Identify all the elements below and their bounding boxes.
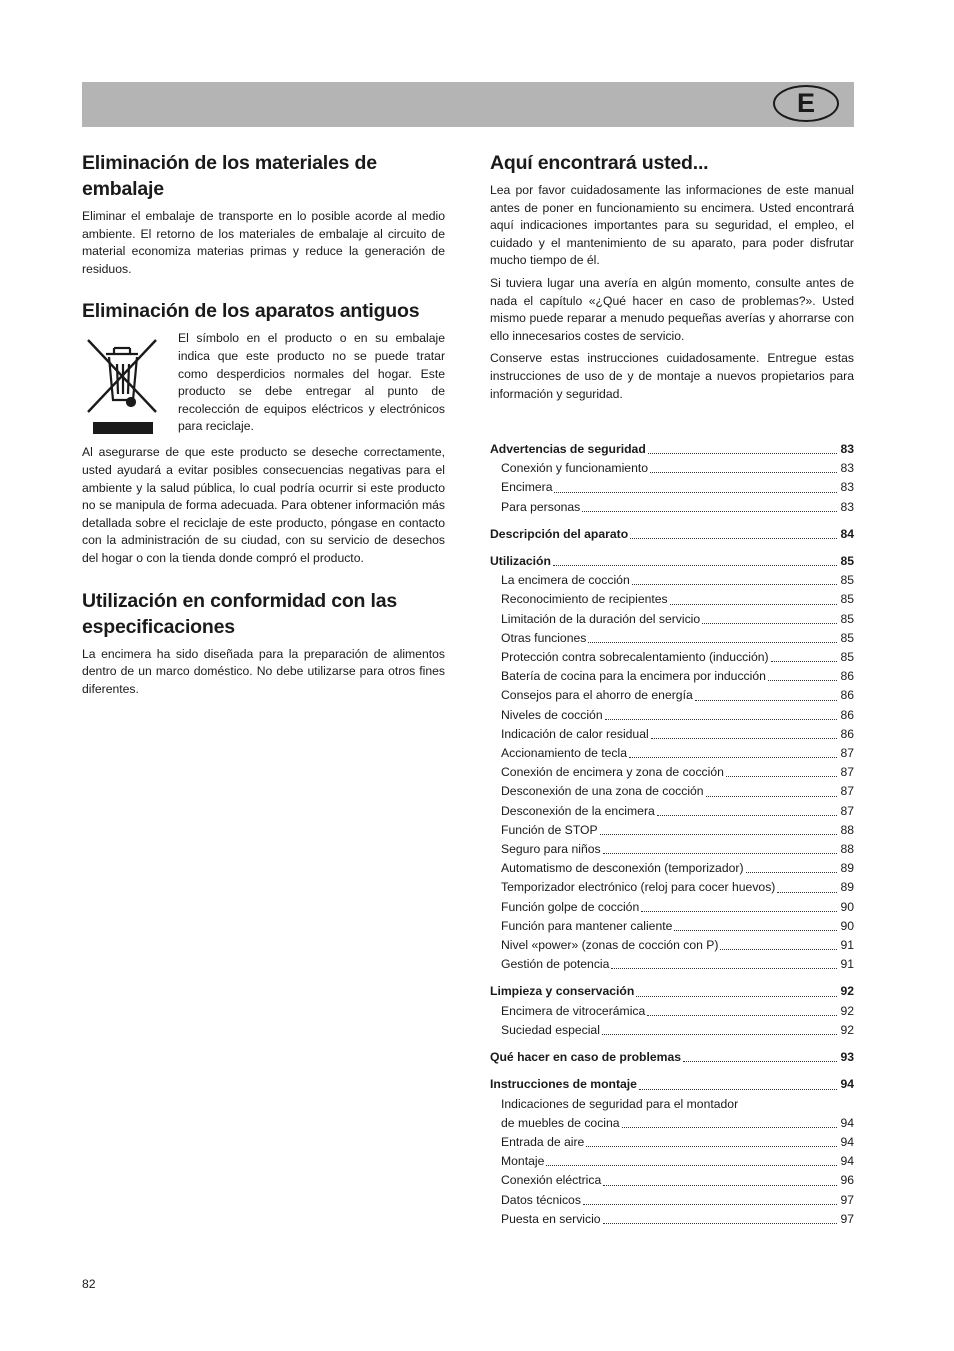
toc-item	[490, 629, 854, 648]
toc-dot-leader	[583, 1204, 837, 1205]
toc-dot-leader	[768, 680, 837, 681]
toc-dot-leader	[648, 453, 837, 454]
toc-entry-title: Qué hacer en caso de problemas	[490, 1050, 682, 1065]
toc-dot-leader	[553, 565, 837, 566]
toc-entry-title-line: Indicaciones de seguridad para el montador	[501, 1096, 739, 1111]
toc-item	[490, 725, 854, 744]
toc-group	[490, 552, 854, 974]
toc-entry-page: 97	[840, 1192, 854, 1207]
toc-entry-title: Encimera	[501, 480, 553, 495]
toc-entry-page: 91	[840, 938, 854, 953]
toc-item	[490, 667, 854, 686]
toc-entry-title: Batería de cocina para la encimera por inducción	[501, 669, 766, 684]
toc-entry-page: 85	[840, 573, 854, 588]
toc-entry-title: Advertencias de seguridad	[490, 442, 646, 456]
toc-dot-leader	[600, 834, 837, 835]
toc-entry-title: Utilización	[490, 554, 551, 569]
toc-dot-leader	[726, 776, 837, 777]
weee-block	[82, 330, 445, 442]
toc-item	[490, 898, 854, 917]
toc-entry-page: 86	[840, 707, 854, 722]
toc-item	[490, 878, 854, 897]
toc-entry-title: Automatismo de desconexión (temporizador)	[501, 861, 744, 876]
intro-paragraph: Si tuviera lugar una avería en algún momento, consulte antes de nada el capítulo «¿Qué hacer en caso de problemas?». Usted mismo puede reparar a menudo pequeñas averías y ahorrarse con ello innecesarios costes de servicio.	[490, 275, 854, 343]
toc-group	[490, 525, 854, 544]
toc-entry-page: 85	[840, 611, 854, 626]
toc-item	[490, 459, 854, 478]
toc-entry-title: Nivel «power» (zonas de cocción con P)	[501, 938, 719, 953]
toc-entry-title: Instrucciones de montaje	[490, 1077, 637, 1092]
toc-entry-page: 85	[840, 650, 854, 665]
toc-item	[490, 955, 854, 974]
toc-chapter	[490, 552, 854, 571]
weee-text: El símbolo en el producto o en su embalaje indica que este producto no se puede tratar como desperdicios normales del hogar. Este producto se debe entregar al punto de recolección de equipos eléctricos y electrónicos para reciclaje.	[178, 331, 445, 434]
toc-dot-leader	[602, 1034, 837, 1035]
toc-entry-title: Gestión de potencia	[501, 957, 610, 972]
toc-dot-leader	[647, 1015, 837, 1016]
toc-item	[490, 590, 854, 609]
toc-dot-leader	[706, 796, 837, 797]
toc-dot-leader	[683, 1061, 837, 1062]
toc-entry-title: Para personas	[501, 499, 581, 514]
toc-chapter	[490, 440, 854, 459]
toc-entry-page: 90	[840, 918, 854, 933]
toc-entry-title: Datos técnicos	[501, 1192, 581, 1207]
toc-item	[490, 821, 854, 840]
toc-dot-leader	[777, 892, 837, 893]
toc-entry-title: Suciedad especial	[501, 1022, 600, 1037]
toc-entry-title: Limpieza y conservación	[490, 984, 635, 999]
toc-dot-leader	[674, 930, 837, 931]
toc-dot-leader	[603, 853, 837, 854]
toc-dot-leader	[651, 738, 837, 739]
toc-entry-page: 97	[840, 1211, 854, 1226]
toc-entry-title: Temporizador electrónico (reloj para cocer huevos)	[501, 880, 776, 895]
toc-item	[490, 782, 854, 801]
toc-item	[490, 1114, 854, 1133]
header-bar	[82, 82, 854, 127]
toc-dot-leader	[657, 815, 837, 816]
section-body: Al asegurarse de que este producto se deseche correctamente, usted ayudará a evitar posibles consecuencias negativas para el ambiente y la salud pública, lo cual podría ocurrir si este producto no se manipula de forma adecuada. Para obtener información más detallada sobre el reciclaje de este producto, póngase en contacto con la administración de su ciudad, con su servicio de desechos del hogar o con la tienda donde compró el producto.	[82, 445, 445, 565]
toc-entry-page: 88	[840, 822, 854, 837]
section-intended-use	[82, 588, 445, 699]
toc-entry-title: Accionamiento de tecla	[501, 746, 628, 761]
toc-entry-title: Función golpe de cocción	[501, 899, 640, 914]
toc-dot-leader	[639, 1089, 837, 1090]
section-title: Eliminación de los materiales de embalaje	[82, 152, 377, 200]
toc-entry-page: 85	[840, 630, 854, 645]
toc-entry-title: de muebles de cocina	[501, 1115, 620, 1130]
toc-entry-page: 86	[840, 669, 854, 684]
toc-entry-page: 94	[840, 1077, 854, 1092]
right-column	[490, 150, 854, 405]
page-number: 82	[82, 1277, 96, 1291]
toc-entry-title: Conexión y funcionamiento	[501, 461, 649, 476]
toc-item	[490, 1191, 854, 1210]
toc-entry-title: Otras funciones	[501, 630, 587, 645]
toc-entry-page: 86	[840, 688, 854, 703]
toc-entry-title: Descripción del aparato	[490, 526, 629, 541]
language-badge: E	[773, 85, 839, 122]
toc-entry-title: Conexión de encimera y zona de cocción	[501, 765, 724, 780]
toc-entry-page: 87	[840, 803, 854, 818]
toc-dot-leader	[588, 642, 837, 643]
toc-item	[490, 1210, 854, 1229]
toc-entry-title: Entrada de aire	[501, 1134, 585, 1149]
toc-item	[490, 763, 854, 782]
toc-entry-page: 92	[840, 1003, 854, 1018]
toc-dot-leader	[636, 996, 837, 997]
toc-dot-leader	[582, 511, 837, 512]
toc-item	[490, 1171, 854, 1190]
crossed-out-wheelie-bin-icon	[84, 332, 160, 440]
toc-dot-leader	[554, 492, 837, 493]
toc-entry-title: Indicación de calor residual	[501, 726, 649, 741]
section-title: Aquí encontrará usted...	[490, 152, 709, 174]
toc-entry-page: 85	[840, 592, 854, 607]
toc-dot-leader	[670, 604, 837, 605]
toc-entry-page: 87	[840, 784, 854, 799]
toc-item	[490, 478, 854, 497]
toc-entry-page: 85	[840, 554, 854, 569]
toc-entry-title: Desconexión de una zona de cocción	[501, 784, 704, 799]
toc-entry-title: La encimera de cocción	[501, 573, 630, 588]
toc-dot-leader	[630, 538, 837, 539]
section-packaging-disposal	[82, 150, 445, 278]
toc-dot-leader	[702, 623, 837, 624]
left-column	[82, 150, 445, 718]
toc-dot-leader	[720, 949, 837, 950]
toc-entry-title: Reconocimiento de recipientes	[501, 592, 668, 607]
toc-entry-page: 94	[840, 1134, 854, 1149]
toc-item	[490, 1152, 854, 1171]
toc-entry-title: Montaje	[501, 1154, 545, 1169]
toc-chapter	[490, 1075, 854, 1094]
toc-entry-title: Puesta en servicio	[501, 1211, 601, 1226]
table-of-contents	[490, 440, 854, 1237]
toc-chapter	[490, 525, 854, 544]
toc-entry-page: 92	[840, 1022, 854, 1037]
toc-entry-page: 89	[840, 880, 854, 895]
toc-item	[490, 840, 854, 859]
toc-item	[490, 744, 854, 763]
toc-entry-page: 93	[840, 1050, 854, 1065]
toc-chapter	[490, 1048, 854, 1067]
toc-dot-leader	[603, 1185, 837, 1186]
toc-entry-page: 91	[840, 957, 854, 972]
toc-entry-page: 94	[840, 1154, 854, 1169]
section-body: Eliminar el embalaje de transporte en lo posible acorde al medio ambiente. El retorno de los materiales de embalaje al circuito de material economiza materias primas y reduce la generación de residuos.	[82, 209, 445, 276]
toc-entry-page: 89	[840, 861, 854, 876]
toc-entry-page: 83	[840, 442, 854, 456]
toc-dot-leader	[746, 872, 837, 873]
toc-entry-title: Protección contra sobrecalentamiento (inducción)	[501, 650, 769, 665]
toc-entry-page: 88	[840, 842, 854, 857]
toc-item	[490, 936, 854, 955]
toc-item	[490, 706, 854, 725]
toc-item	[490, 498, 854, 517]
toc-group	[490, 1048, 854, 1067]
toc-dot-leader	[650, 472, 837, 473]
toc-chapter	[490, 982, 854, 1001]
toc-entry-page: 83	[840, 499, 854, 514]
toc-entry-page: 84	[840, 526, 854, 541]
toc-group	[490, 1075, 854, 1229]
toc-item	[490, 571, 854, 590]
toc-dot-leader	[771, 661, 837, 662]
toc-dot-leader	[641, 911, 837, 912]
toc-entry-page: 86	[840, 726, 854, 741]
toc-dot-leader	[622, 1127, 837, 1128]
toc-entry-title: Conexión eléctrica	[501, 1173, 602, 1188]
toc-dot-leader	[629, 757, 837, 758]
section-body: La encimera ha sido diseñada para la preparación de alimentos dentro de un marco doméstico. No debe utilizarse para otros fines diferentes.	[82, 646, 445, 696]
toc-item	[490, 648, 854, 667]
toc-entry-title: Función para mantener caliente	[501, 918, 673, 933]
toc-item	[490, 1133, 854, 1152]
toc-dot-leader	[632, 584, 837, 585]
section-appliance-disposal	[82, 298, 445, 567]
toc-entry-title: Seguro para niños	[501, 842, 601, 857]
toc-entry-title: Niveles de cocción	[501, 707, 603, 722]
toc-item	[490, 859, 854, 878]
toc-entry-page: 87	[840, 746, 854, 761]
toc-entry-page: 94	[840, 1115, 854, 1130]
toc-entry-page: 96	[840, 1173, 854, 1188]
toc-dot-leader	[611, 968, 837, 969]
toc-dot-leader	[605, 719, 837, 720]
toc-entry-title: Limitación de la duración del servicio	[501, 611, 701, 626]
toc-entry-page: 90	[840, 899, 854, 914]
toc-item	[490, 917, 854, 936]
toc-item	[490, 1021, 854, 1040]
toc-item	[490, 686, 854, 705]
toc-dot-leader	[695, 700, 837, 701]
toc-entry-title: Función de STOP	[501, 822, 598, 837]
toc-item	[490, 610, 854, 629]
toc-entry-page: 92	[840, 984, 854, 999]
toc-dot-leader	[603, 1223, 837, 1224]
section-title: Utilización en conformidad con las especificaciones	[82, 589, 397, 638]
toc-group	[490, 982, 854, 1040]
toc-dot-leader	[546, 1165, 837, 1166]
toc-item	[490, 802, 854, 821]
toc-group	[490, 440, 854, 517]
toc-entry-page: 83	[840, 461, 854, 476]
toc-entry-title: Consejos para el ahorro de energía	[501, 688, 693, 703]
toc-entry-title: Desconexión de la encimera	[501, 803, 655, 818]
intro-paragraph: Lea por favor cuidadosamente las informaciones de este manual antes de poner en funcionamiento su encimera. Usted encontrará aquí indicaciones importantes para su seguridad, el empleo, el cuidado y el mantenimiento de su aparato, para poder disfrutar mucho tiempo de él.	[490, 183, 854, 268]
toc-entry-page: 87	[840, 765, 854, 780]
toc-dot-leader	[586, 1146, 837, 1147]
toc-entry-page: 83	[840, 480, 854, 495]
intro-paragraph: Conserve estas instrucciones cuidadosamente. Entregue estas instrucciones de uso de y de montaje a nuevos propietarios para información y seguridad.	[490, 351, 854, 401]
toc-item	[490, 1002, 854, 1021]
section-title: Eliminación de los aparatos antiguos	[82, 300, 420, 323]
toc-entry-title: Encimera de vitrocerámica	[501, 1003, 646, 1018]
